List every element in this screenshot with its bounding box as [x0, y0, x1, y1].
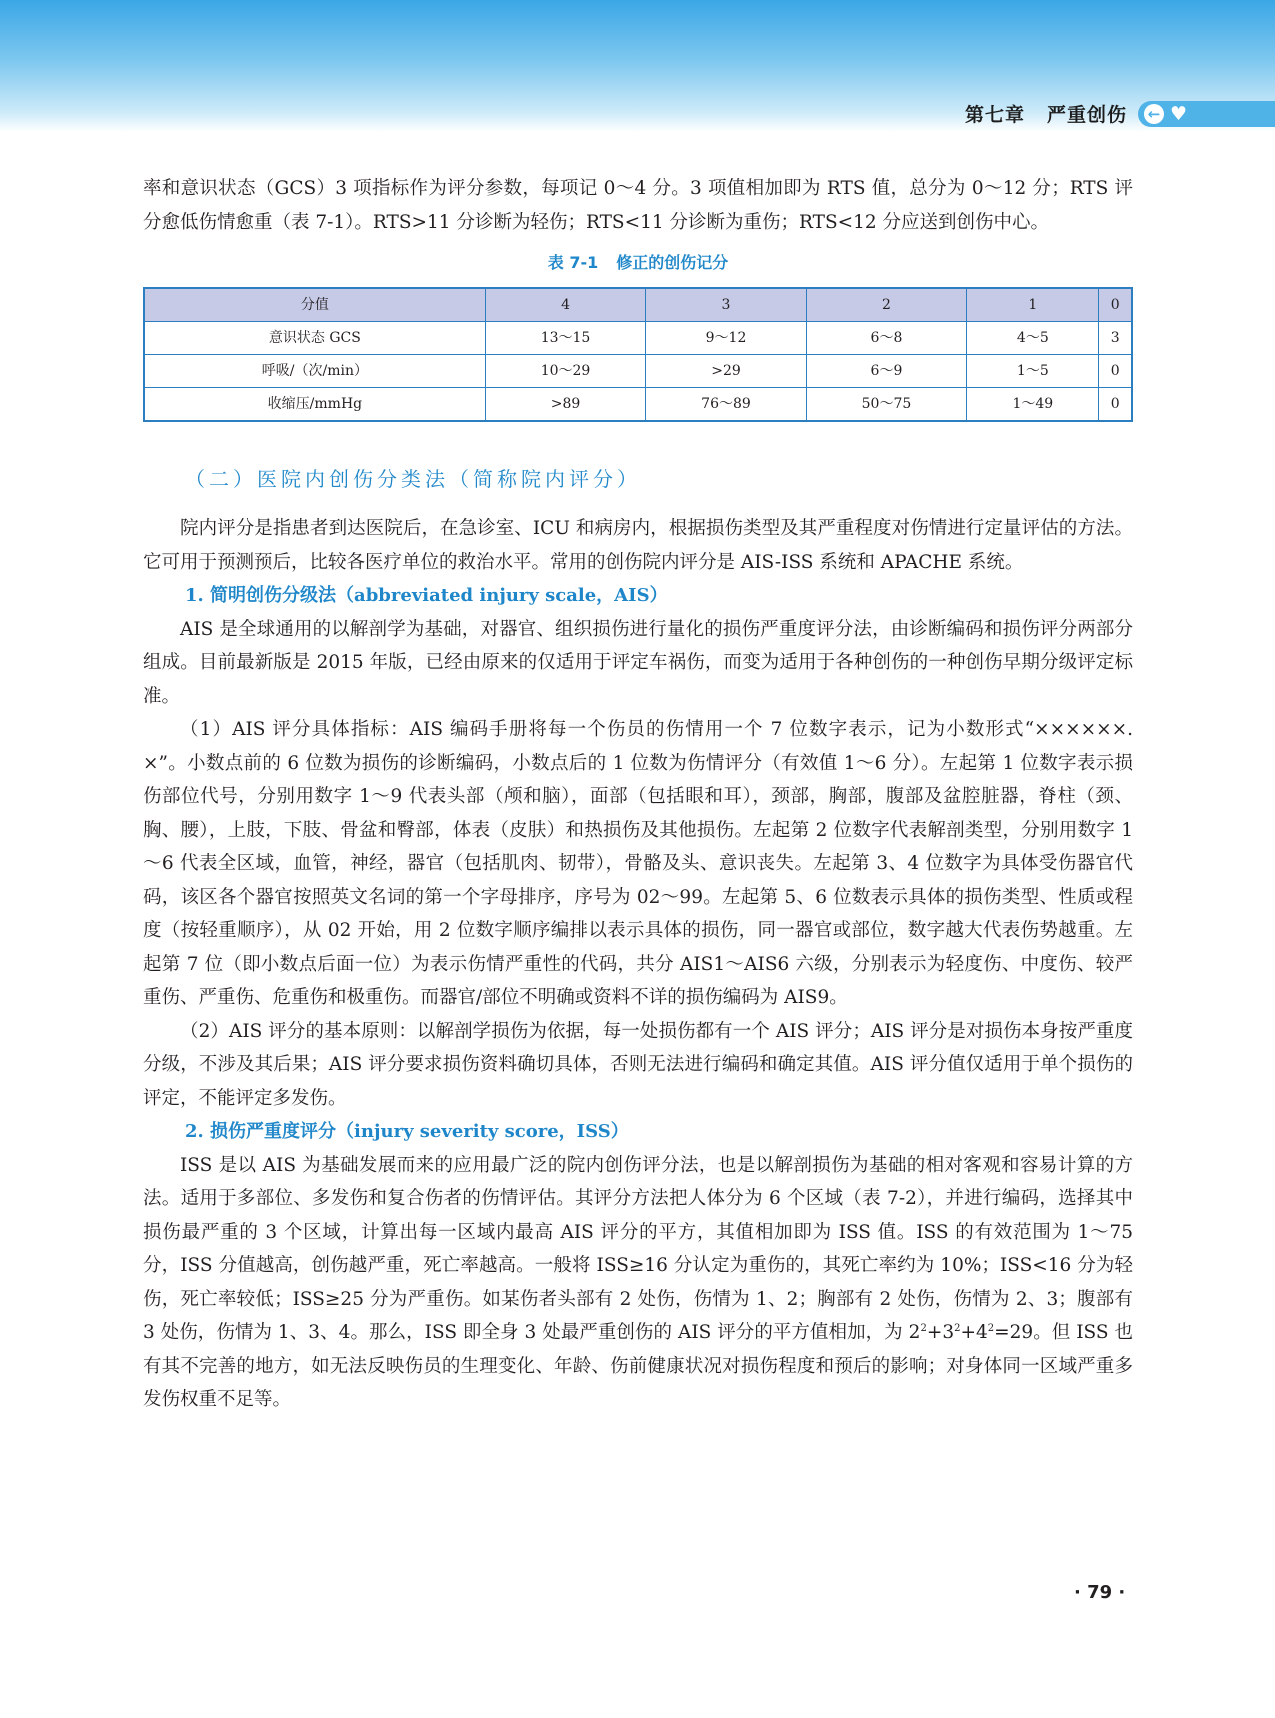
page-number: · 79 ·	[1074, 1582, 1126, 1603]
paragraph-text: 。但 ISS 也有其不完善的地方，如无法反映伤员的生理变化、年龄、伤前健康状况对损伤程度和预后的影响；对身体同一区域严重多发伤权重不足等。	[143, 1322, 1134, 1410]
table-header-cell: 2	[806, 288, 966, 322]
body-paragraph-iss	[143, 1149, 1133, 1417]
arrow-left-icon: ←	[1144, 104, 1164, 124]
table-cell: 9～12	[646, 322, 806, 355]
table-header-cell: 4	[485, 288, 645, 322]
table-header-cell: 1	[967, 288, 1099, 322]
chapter-number: 第七章	[964, 104, 1025, 126]
formula-result: =29	[994, 1322, 1034, 1343]
table-cell: 6～9	[806, 355, 966, 388]
chapter-title: 严重创伤	[1046, 104, 1127, 126]
section-heading: （二）医院内创伤分类法（简称院内评分）	[185, 467, 641, 491]
table-cell: 13～15	[485, 322, 645, 355]
table-cell: 4～5	[967, 322, 1099, 355]
paragraph-text: ISS 是以 AIS 为基础发展而来的应用最广泛的院内创伤评分法，也是以解剖损伤为基础的相对客观和容易计算的方法。适用于多部位、多发伤和复合伤者的伤情评估。其评分方法把人体分为 6 个区域（表 7-2），并进行编码，选择其中损伤最严重的 3 个区域，计算出每一区域内最高 AIS 评分的平方，其值相加即为 ISS 值。ISS 的有效范围为 1～75 分，ISS 分值越高，创伤越严重，死亡率越高。一般将 ISS≥16 分认定为重伤的，其死亡率约为 10%；ISS<16 分为轻伤，死亡率较低；ISS≥25 分为严重伤。如某伤者头部有 2 处伤，伤情为 1、2；胸部有 2 处伤，伤情为 2、3；腹部有 3 处伤，伤情为 1、3、4。那么，ISS 即全身 3 处最严重创伤的 AIS 评分的平方值相加，为	[143, 1154, 1133, 1343]
table-cell: 76～89	[646, 388, 806, 422]
body-paragraph: AIS 是全球通用的以解剖学为基础，对器官、组织损伤进行量化的损伤严重度评分法，由诊断编码和损伤评分两部分组成。目前最新版是 2015 年版，已经由原来的仅适用于评定车祸伤，而变为适用于各种创伤的一种创伤早期分级评定标准。	[143, 618, 1133, 707]
table-header-cell: 0	[1099, 288, 1132, 322]
table-header-cell: 分值	[144, 288, 485, 322]
table-cell: 6～8	[806, 322, 966, 355]
table-caption	[143, 249, 1133, 277]
table-cell: 1～49	[967, 388, 1099, 422]
heart-icon: ♥	[1170, 103, 1188, 125]
header-badge	[1138, 101, 1275, 127]
formula-term: 2	[908, 1322, 921, 1343]
table-cell: 呼吸/（次/min）	[144, 355, 485, 388]
table-cell: 收缩压/mmHg	[144, 388, 485, 422]
table-header-cell: 3	[646, 288, 806, 322]
table-header-row	[144, 288, 1132, 322]
formula-exponent: 2	[920, 1322, 927, 1334]
table-row	[144, 322, 1132, 355]
table-cell: >29	[646, 355, 806, 388]
table-cell: 3	[1099, 322, 1132, 355]
table-cell: 意识状态 GCS	[144, 322, 485, 355]
formula-term: +4	[960, 1322, 988, 1343]
table-cell: 1～5	[967, 355, 1099, 388]
intro-paragraph: 率和意识状态（GCS）3 项指标作为评分参数，每项记 0～4 分。3 项值相加即为 RTS 值，总分为 0～12 分；RTS 评分愈低伤情愈重（表 7-1）。RTS>11 分诊断为轻伤；RTS<11 分诊断为重伤；RTS<12 分应送到创伤中心。	[143, 178, 1133, 233]
body-paragraph: （1）AIS 评分具体指标：AIS 编码手册将每一个伤员的伤情用一个 7 位数字表示，记为小数形式“××××××. ×”。小数点前的 6 位数为损伤的诊断编码，小数点后的 1 位数为伤情评分（有效值 1～6 分）。左起第 1 位数字表示损伤部位代号，分别用数字 1～9 代表头部（颅和脑），面部（包括眼和耳），颈部，胸部，腹部及盆腔脏器，脊柱（颈、胸、腰），上肢，下肢、骨盆和臀部，体表（皮肤）和热损伤及其他损伤。左起第 2 位数字代表解剖类型，分别用数字 1～6 代表全区域，血管，神经，器官（包括肌肉、韧带），骨骼及头、意识丧失。左起第 3、4 位数字为具体受伤器官代码，该区各个器官按照英文名词的第一个字母排序，序号为 02～99。左起第 5、6 位数表示具体的损伤类型、性质或程度（按轻重顺序），从 02 开始，用 2 位数字顺序编排以表示具体的损伤，同一器官或部位，数字越大代表伤势越重。左起第 7 位（即小数点后面一位）为表示伤情严重性的代码，共分 AIS1～AIS6 六级，分别表示为轻度伤、中度伤、较严重伤、严重伤、危重伤和极重伤。而器官/部位不明确或资料不详的损伤编码为 AIS9。	[143, 719, 1133, 1008]
subsection-heading-iss: 2. 损伤严重度评分（injury severity score，ISS）	[185, 1121, 629, 1142]
table-caption-title: 修正的创伤记分	[616, 253, 729, 272]
page-content	[143, 172, 1133, 1417]
table-cell: 10～29	[485, 355, 645, 388]
formula-exponent: 2	[987, 1322, 995, 1334]
table-cell: >89	[485, 388, 645, 422]
body-paragraph: 院内评分是指患者到达医院后，在急诊室、ICU 和病房内，根据损伤类型及其严重程度对伤情进行定量评估的方法。它可用于预测预后，比较各医疗单位的救治水平。常用的创伤院内评分是 AIS-ISS 系统和 APACHE 系统。	[143, 518, 1133, 573]
formula-term: +3	[926, 1322, 955, 1343]
rts-table	[143, 287, 1133, 422]
formula-exponent: 2	[954, 1322, 961, 1334]
formula	[909, 1322, 1034, 1343]
subsection-heading-ais: 1. 简明创伤分级法（abbreviated injury scale，AIS）	[185, 585, 668, 606]
table-row	[144, 355, 1132, 388]
body-paragraph: （2）AIS 评分的基本原则：以解剖学损伤为依据，每一处损伤都有一个 AIS 评分；AIS 评分是对损伤本身按严重度分级，不涉及其后果；AIS 评分要求损伤资料确切具体，否则无法进行编码和确定其值。AIS 评分值仅适用于单个损伤的评定，不能评定多发伤。	[143, 1020, 1133, 1109]
table-cell: 0	[1099, 388, 1132, 422]
table-cell: 0	[1099, 355, 1132, 388]
table-row	[144, 388, 1132, 422]
table-cell: 50～75	[806, 388, 966, 422]
table-caption-number: 表 7-1	[547, 253, 599, 272]
running-header	[965, 100, 1127, 127]
